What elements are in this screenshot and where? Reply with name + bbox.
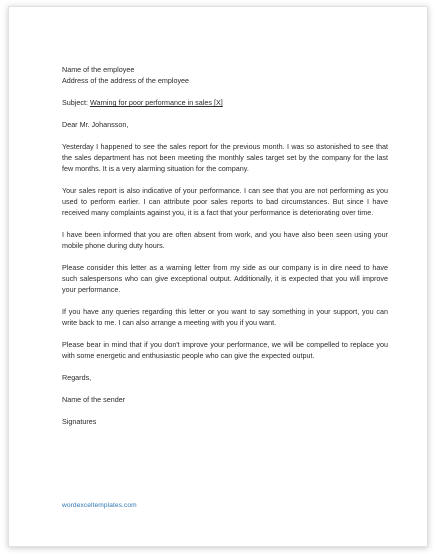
salutation: Dear Mr. Johansson, xyxy=(62,120,129,129)
signature: Signatures xyxy=(62,417,97,426)
subject-label: Subject: xyxy=(62,98,88,107)
paragraph-3: I have been informed that you are often absent from work, and you have also been seen using your mobile phone during duty hours. xyxy=(62,230,388,250)
subject-line xyxy=(62,97,388,108)
closing: Regards, xyxy=(62,373,92,382)
sender-name: Name of the sender xyxy=(62,395,126,404)
paragraph-1: Yesterday I happened to see the sales report for the previous month. I was so astonished to see that the sales department has not been meeting the monthly sales target set by the company for the last few months. It is a very alarming situation for the company. xyxy=(62,142,388,173)
document-page xyxy=(8,6,428,547)
footer-website-link[interactable]: wordexceltemplates.com xyxy=(62,502,137,509)
recipient-name: Name of the employee xyxy=(62,65,135,74)
subject-text: Warning for poor performance in sales [X] xyxy=(89,98,223,107)
paragraph-2: Your sales report is also indicative of your performance. I can see that you are not performing as you used to perform earlier. I can attribute poor sales reports to bad circumstances. But since I have received many complaints against you, it is a fact that your performance is deteriorating over time. xyxy=(62,186,388,217)
paragraph-4: Please consider this letter as a warning letter from my side as our company is in dire need to have such salespersons who can give exceptional output. Additionally, it is expected that you will improve your performance. xyxy=(62,263,388,294)
paragraph-6: Please bear in mind that if you don't improve your performance, we will be compelled to replace you with some energetic and enthusiastic people who can give the expected output. xyxy=(62,340,388,360)
paragraph-5: If you have any queries regarding this letter or you want to say something in your support, you can write back to me. I can also arrange a meeting with you if you want. xyxy=(62,307,388,327)
recipient-address: Address of the address of the employee xyxy=(62,76,190,85)
letter-body xyxy=(62,64,388,427)
